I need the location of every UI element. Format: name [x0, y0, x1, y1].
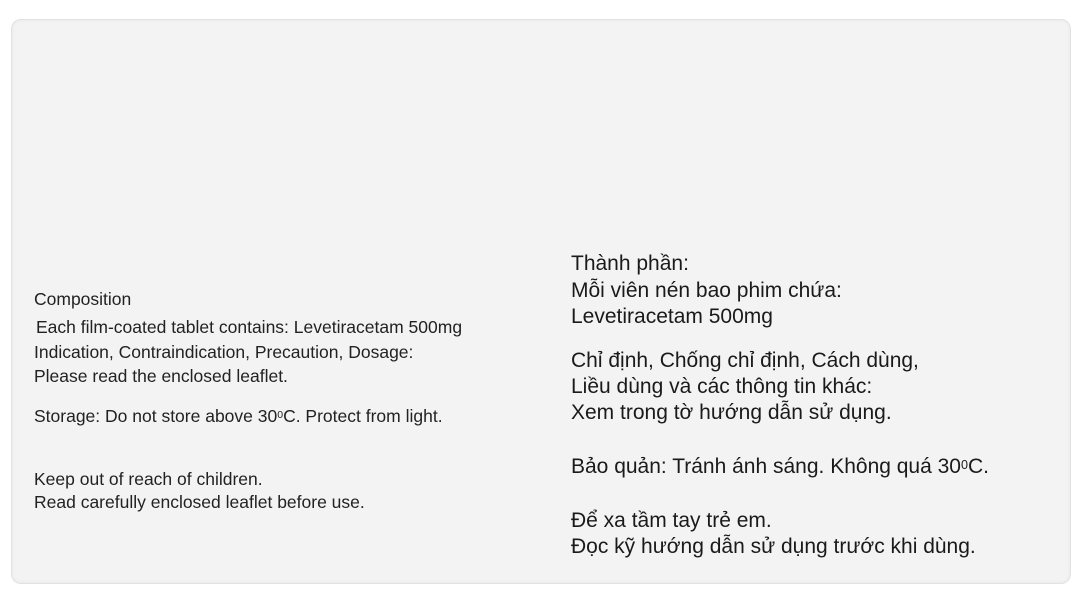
vi-composition-line-1: Mỗi viên nén bao phim chứa:	[571, 279, 842, 302]
en-composition-heading: Composition	[34, 289, 132, 309]
en-indication-line-2: Please read the enclosed leaflet.	[34, 366, 288, 386]
vi-indication-line-3: Xem trong tờ hướng dẫn sử dụng.	[571, 401, 892, 424]
vi-storage-degree: 0	[961, 458, 969, 472]
vi-composition-heading: Thành phần:	[571, 252, 689, 275]
en-composition-text: Each film-coated tablet contains: Levetiracetam 500mg	[36, 317, 463, 337]
vi-storage-suffix: C.	[968, 455, 990, 478]
en-storage-degree: 0	[277, 409, 284, 421]
vi-storage-prefix: Bảo quản: Tránh ánh sáng. Không quá 30	[571, 455, 961, 478]
en-storage-suffix: C. Protect from light.	[283, 406, 443, 426]
vi-indication-line-1: Chỉ định, Chống chỉ định, Cách dùng,	[571, 349, 919, 372]
en-indication-line-1: Indication, Contraindication, Precaution, Dosage:	[34, 342, 414, 362]
en-children-line-2: Read carefully enclosed leaflet before use.	[34, 492, 365, 512]
vi-children-line-1: Để xa tầm tay trẻ em.	[571, 509, 772, 532]
vi-storage-text	[571, 454, 989, 479]
en-children-line-1: Keep out of reach of children.	[34, 469, 263, 489]
en-storage-prefix: Storage: Do not store above 30	[34, 406, 278, 426]
vi-children-line-2: Đọc kỹ hướng dẫn sử dụng trước khi dùng.	[571, 535, 976, 558]
vi-indication-line-2: Liều dùng và các thông tin khác:	[571, 375, 873, 398]
en-storage-text	[34, 406, 443, 426]
vi-composition-line-2: Levetiracetam 500mg	[571, 305, 773, 328]
